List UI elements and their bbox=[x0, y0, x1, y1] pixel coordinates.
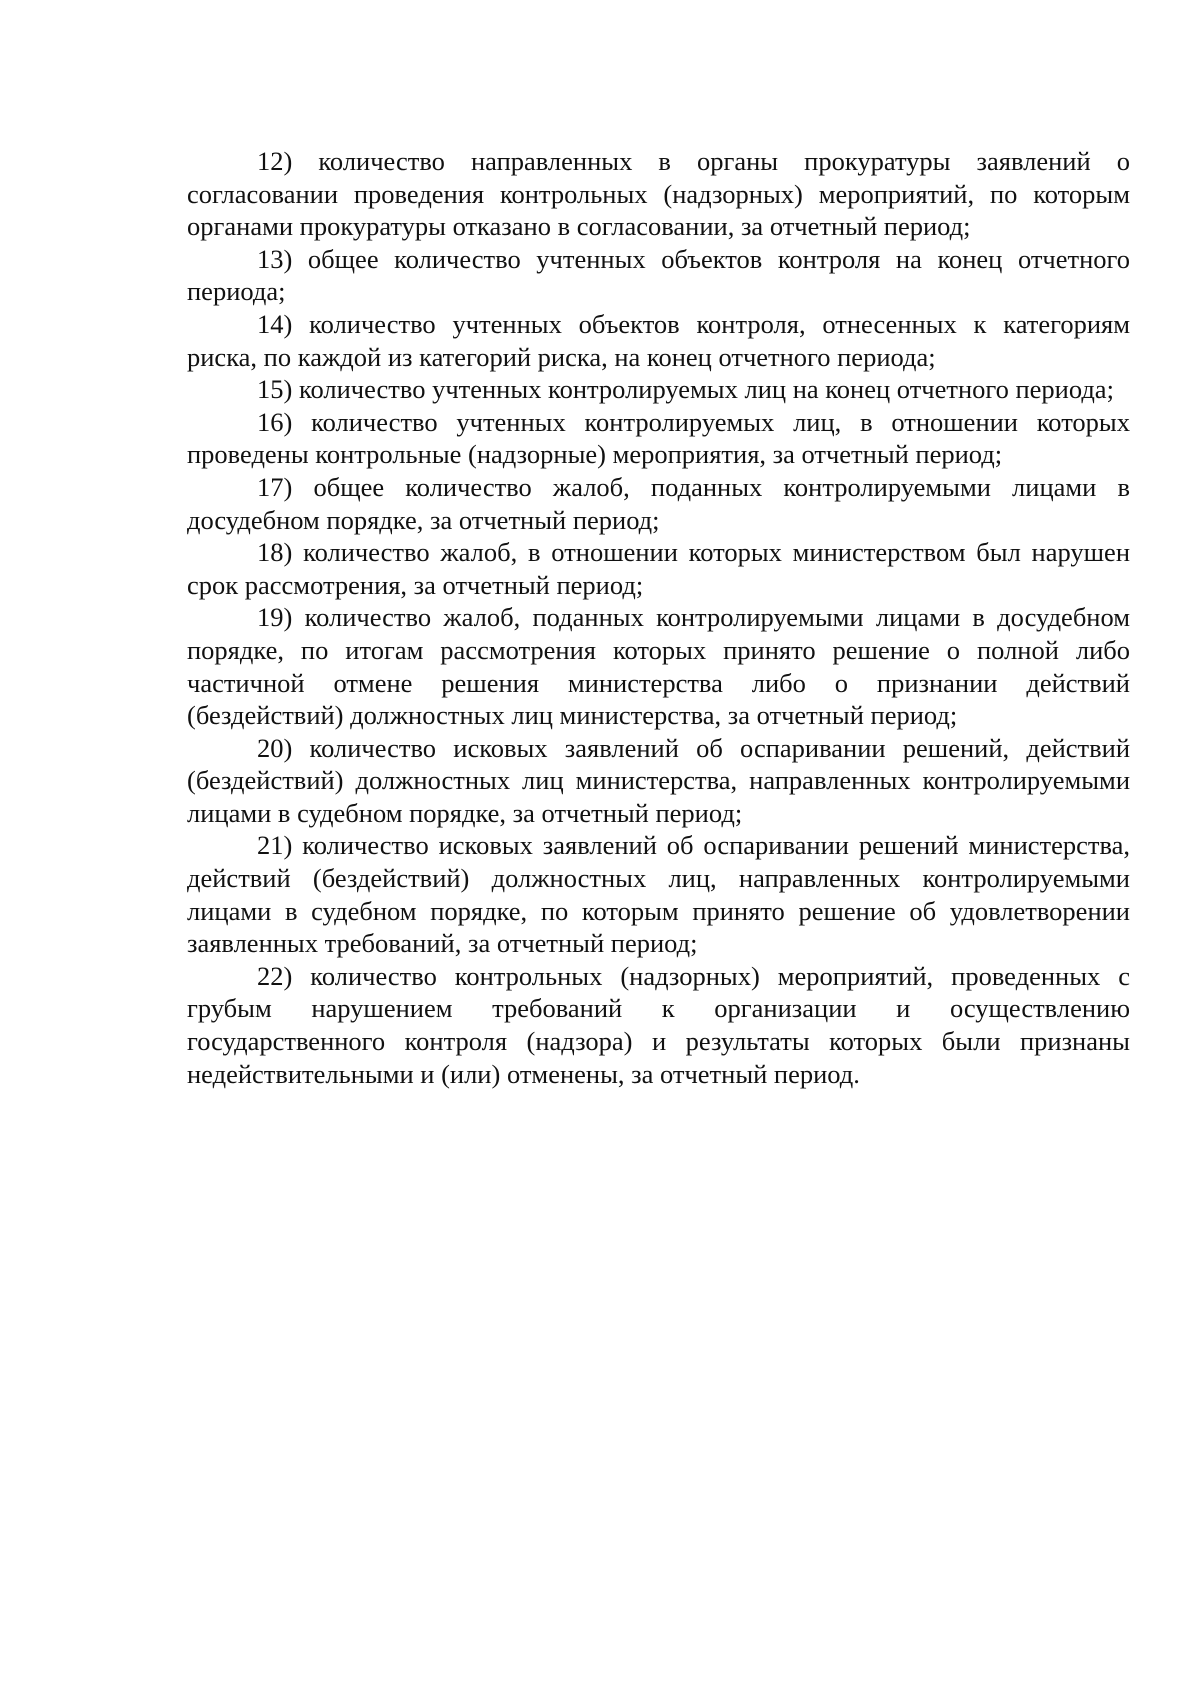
list-item-20: 20) количество исковых заявлений об оспаривании решений, действий (бездействий) должностных лиц министерства, направленных контролируемыми лицами в судебном порядке, за отчетный период; bbox=[187, 732, 1130, 828]
list-item-17: 17) общее количество жалоб, поданных контролируемыми лицами в досудебном порядке, за отчетный период; bbox=[187, 471, 1130, 535]
list-item-14: 14) количество учтенных объектов контроля, отнесенных к категориям риска, по каждой из категорий риска, на конец отчетного периода; bbox=[187, 308, 1130, 372]
list-item-18: 18) количество жалоб, в отношении которых министерством был нарушен срок рассмотрения, за отчетный период; bbox=[187, 537, 1130, 600]
document-body bbox=[187, 145, 1130, 1090]
list-item-15: 15) количество учтенных контролируемых лиц на конец отчетного периода; bbox=[257, 374, 1114, 405]
list-item-13: 13) общее количество учтенных объектов контроля на конец отчетного периода; bbox=[187, 243, 1130, 307]
list-item-22: 22) количество контрольных (надзорных) мероприятий, проведенных с грубым нарушением требований к организации и осуществлению государственного контроля (надзора) и результаты которых были признаны недействительными и (или) отменены, за отчетный период. bbox=[187, 960, 1130, 1089]
list-item-21: 21) количество исковых заявлений об оспаривании решений министерства, действий (бездействий) должностных лиц, направленных контролируемыми лицами в судебном порядке, по которым принято решение об удовлетворении заявленных требований, за отчетный период; bbox=[187, 830, 1130, 959]
list-item-19: 19) количество жалоб, поданных контролируемыми лицами в досудебном порядке, по итогам рассмотрения которых принято решение о полной либо частичной отмене решения министерства либо о признании действий (бездействий) должностных лиц министерства, за отчетный период; bbox=[187, 602, 1130, 731]
list-item-16: 16) количество учтенных контролируемых лиц, в отношении которых проведены контрольные (надзорные) мероприятия, за отчетный период; bbox=[187, 406, 1130, 470]
list-item-12: 12) количество направленных в органы прокуратуры заявлений о согласовании проведения контрольных (надзорных) мероприятий, по которым органами прокуратуры отказано в согласовании, за отчетный период; bbox=[187, 146, 1130, 242]
